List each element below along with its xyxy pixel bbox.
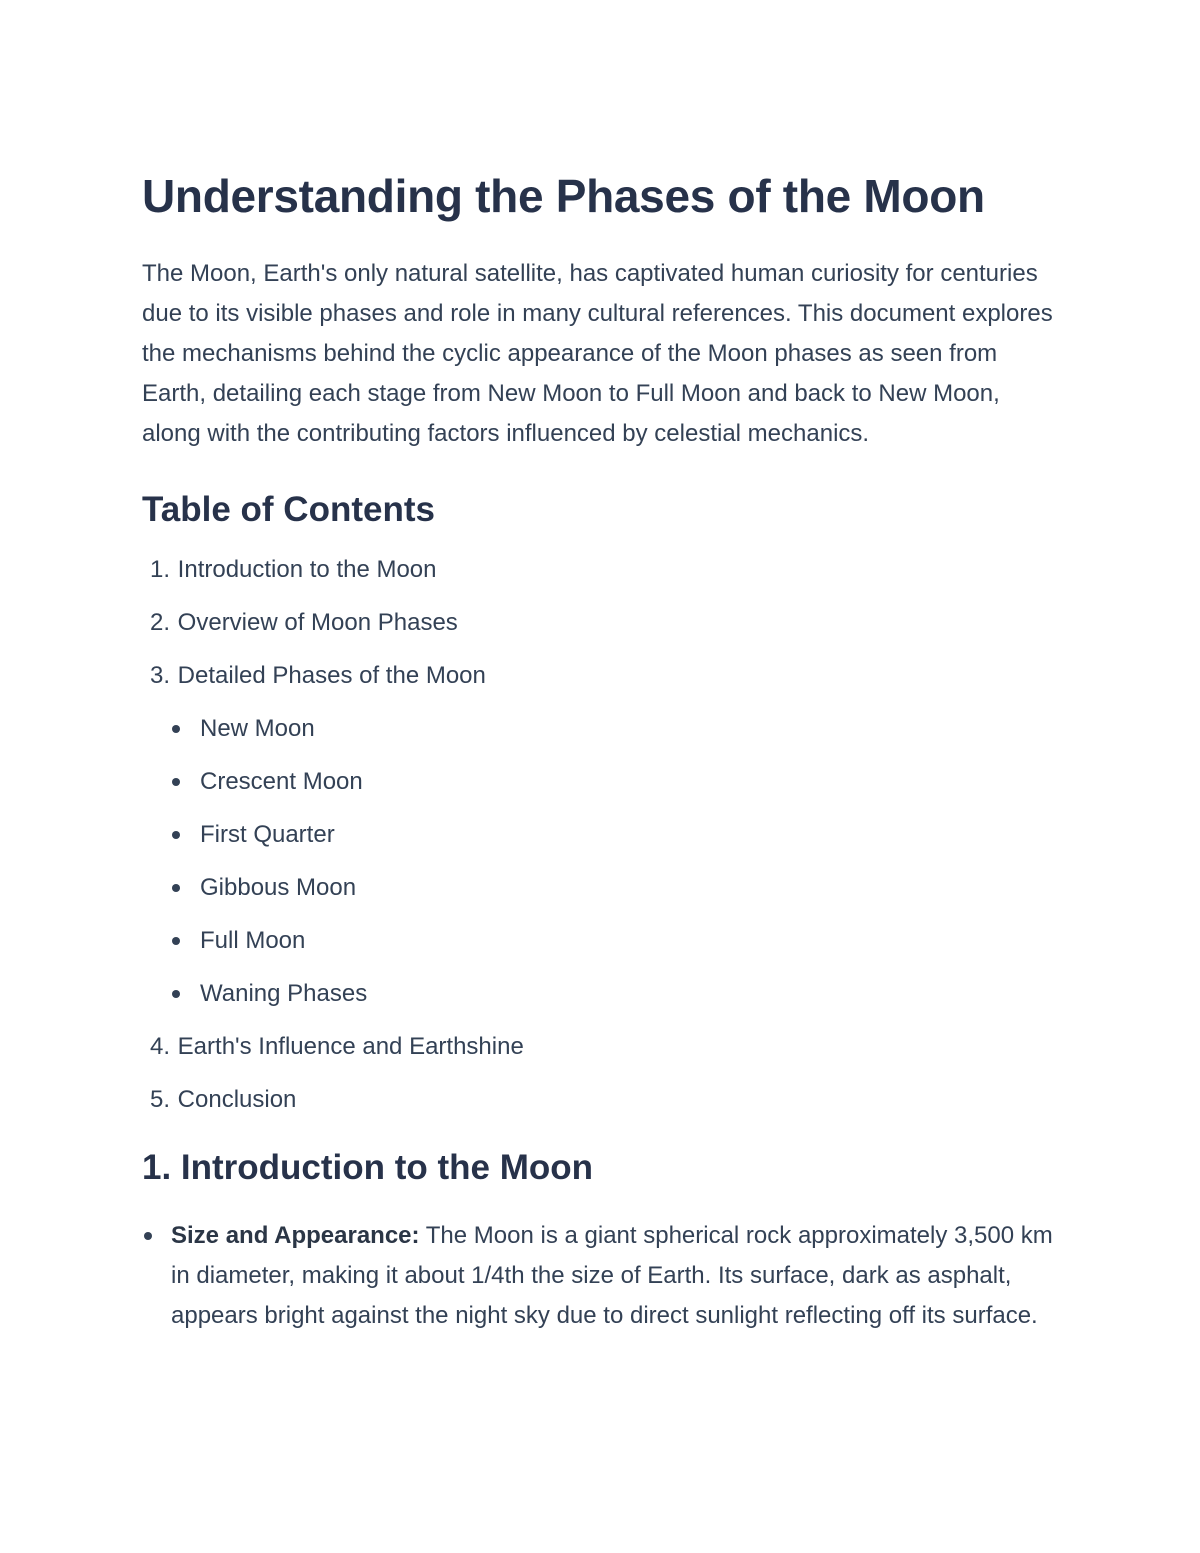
toc-item-number: 4. xyxy=(149,1033,170,1060)
toc-subitem-gibbous-moon xyxy=(142,872,1062,904)
toc-subitem-crescent-moon xyxy=(142,766,1062,798)
bullet-icon xyxy=(172,778,180,786)
toc-item-detailed-phases xyxy=(142,660,1062,1010)
toc-heading: Table of Contents xyxy=(142,490,435,529)
bullet-icon xyxy=(172,937,180,945)
bullet-icon xyxy=(172,831,180,839)
toc-item-number: 3. xyxy=(149,662,170,689)
toc-subitem-label: Full Moon xyxy=(200,927,306,954)
bullet-icon xyxy=(172,884,180,892)
toc-item-label: Conclusion xyxy=(177,1086,297,1113)
toc-subitem-new-moon xyxy=(142,713,1062,745)
table-of-contents xyxy=(142,554,1062,1116)
toc-subitem-label: Waning Phases xyxy=(200,980,368,1007)
intro-facts-list xyxy=(142,1216,1062,1336)
fact-size-and-appearance xyxy=(142,1216,1062,1336)
toc-subitem-waning-phases xyxy=(142,978,1062,1010)
bullet-icon xyxy=(144,1232,152,1240)
toc-subitem-label: New Moon xyxy=(200,715,315,742)
toc-item-earths-influence xyxy=(142,1031,1062,1063)
fact-text: The Moon is a giant spherical rock approximately 3,500 km in diameter, making it about 1/4th the size of Earth. Its surface, dark as asphalt, appears bright against the night sky due to direct sunlight reflecting off its surface. xyxy=(171,1222,1053,1329)
toc-subitem-first-quarter xyxy=(142,819,1062,851)
toc-item-introduction xyxy=(142,554,1062,586)
section-heading-introduction: 1. Introduction to the Moon xyxy=(142,1148,594,1187)
toc-item-label: Overview of Moon Phases xyxy=(177,609,458,636)
toc-subitems xyxy=(142,713,1062,1010)
toc-item-number: 5. xyxy=(149,1086,170,1113)
toc-item-label: Detailed Phases of the Moon xyxy=(177,662,486,689)
document-page xyxy=(142,168,1062,1336)
intro-paragraph: The Moon, Earth's only natural satellite, has captivated human curiosity for centuries due to its visible phases and role in many cultural references. This document explores the mechanisms behind the cyclic appearance of the Moon phases as seen from Earth, detailing each stage from New Moon to Full Moon and back to New Moon, along with the contributing factors influenced by celestial mechanics. xyxy=(142,260,1053,447)
toc-item-number: 1. xyxy=(149,556,170,583)
toc-subitem-label: First Quarter xyxy=(200,821,335,848)
bullet-icon xyxy=(172,725,180,733)
toc-item-conclusion xyxy=(142,1084,1062,1116)
toc-subitem-full-moon xyxy=(142,925,1062,957)
toc-item-number: 2. xyxy=(149,609,170,636)
toc-item-label: Introduction to the Moon xyxy=(177,556,437,583)
bullet-icon xyxy=(172,990,180,998)
toc-item-overview xyxy=(142,607,1062,639)
fact-label: Size and Appearance: xyxy=(171,1222,420,1249)
page-title: Understanding the Phases of the Moon xyxy=(142,170,985,222)
toc-item-label: Earth's Influence and Earthshine xyxy=(177,1033,524,1060)
toc-subitem-label: Gibbous Moon xyxy=(200,874,357,901)
toc-subitem-label: Crescent Moon xyxy=(200,768,363,795)
